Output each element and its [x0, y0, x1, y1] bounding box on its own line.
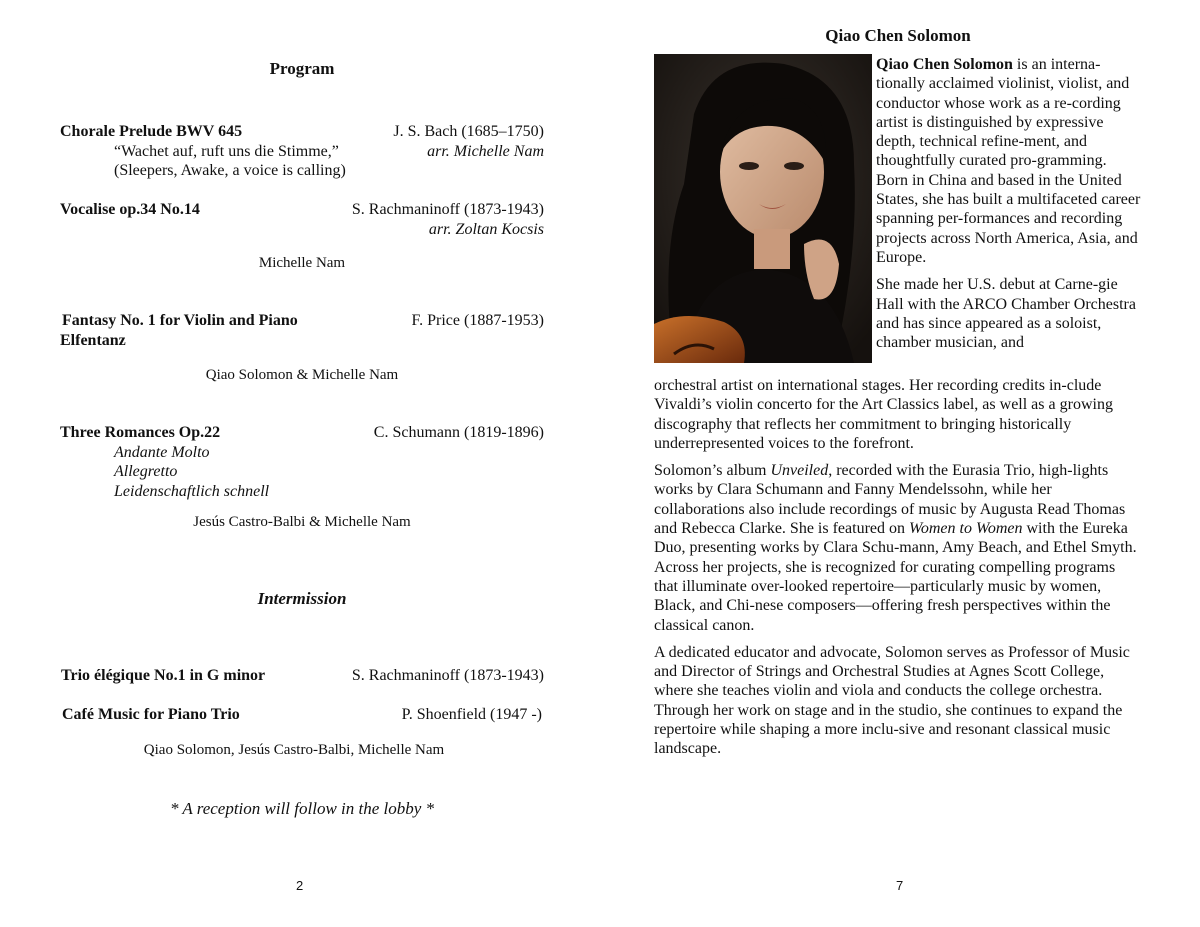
bio-paragraph-2-start: She made her U.S. debut at Carne-gie Hall with the ARCO Chamber Orchestra and has since appeared as a soloist, chamber musician, and: [876, 276, 1136, 352]
piece-composer: S. Rachmaninoff (1873-1943): [351, 201, 544, 218]
piece-title: Fantasy No. 1 for Violin and Piano: [62, 312, 298, 329]
piece-subtitle-translation: (Sleepers, Awake, a voice is calling): [114, 162, 346, 179]
bio-title: Qiao Chen Solomon: [825, 26, 971, 45]
program-title: Program: [269, 59, 335, 78]
bio-paragraphs-top: [876, 55, 1142, 360]
piece-vocalise: [60, 200, 544, 239]
piece-title: Vocalise op.34 No.14: [60, 201, 200, 218]
performers-romances: Jesús Castro-Balbi & Michelle Nam: [193, 514, 411, 530]
performers-fantasy: Qiao Solomon & Michelle Nam: [205, 367, 399, 383]
movement: Leidenschaftlich schnell: [114, 482, 270, 500]
violinist-portrait-icon: [654, 54, 872, 363]
bio-paragraph-3: [654, 461, 1142, 635]
piece-title: Chorale Prelude BWV 645: [60, 123, 243, 140]
piece-subtitle: “Wachet auf, ruft uns die Stimme,”: [114, 142, 339, 160]
piece-composer: P. Shoenfield (1947 -): [401, 706, 542, 723]
bio-text: , recorded with the Eurasia Trio, high-lights works by Clara Schumann and Fanny Mendelssohn, while her collaborations also include recordings of music by Augusta Read Thomas and Rebecca Clarke. She is featured on: [654, 462, 1126, 538]
reception-note: * A reception will follow in the lobby *: [169, 799, 435, 818]
piece-romances: [60, 423, 544, 501]
piece-trio: [61, 666, 544, 686]
page-number: 2: [296, 878, 304, 893]
piece-cafe-music: [62, 705, 542, 725]
piece-arranger: arr. Michelle Nam: [427, 142, 544, 160]
performers-vocalise: Michelle Nam: [258, 255, 346, 271]
piece-fantasy: [62, 311, 544, 350]
performers-cafe-music: Qiao Solomon, Jesús Castro-Balbi, Michelle Nam: [143, 742, 445, 758]
page-number: 7: [896, 878, 904, 893]
bio-paragraphs-body: [654, 376, 1142, 759]
piece-composer: F. Price (1887-1953): [411, 312, 544, 329]
bio-text: with the Eureka Duo, presenting works by Clara Schu-mann, Amy Beach, and Ethel Smyth. Across her projects, she is recognized for curating compelling programs that illuminate over-looked repertoire—particularly music by women, Black, and Chi-nese composers—offering fresh perspectives within the classical canon.: [654, 520, 1137, 634]
piece-composer: C. Schumann (1819-1896): [373, 424, 544, 441]
piece-title: Three Romances Op.22: [60, 424, 221, 441]
piece-title-2: Elfentanz: [60, 331, 126, 349]
bio-paragraph-4: A dedicated educator and advocate, Solomon serves as Professor of Music and Director of Strings and Orchestral Studies at Agnes Scott College, where she teaches violin and viola and conducts the college orchestra. Through her work on stage and in the studio, she continues to expand the repertoire while shaping a more inclu-sive and resonant classical music landscape.: [654, 643, 1130, 758]
bio-text: Solomon’s album: [654, 462, 771, 480]
intermission: Intermission: [257, 589, 347, 608]
piece-bach: [60, 122, 544, 181]
bio-text: is an interna-tionally acclaimed violinist, violist, and conductor whose work as a re-cording artist is distinguished by expressive depth, technical refine-ment, and thoughtfully curated pro-gramming. Born in China and based in the United States, she has built a multifaceted career spanning per-formances and recording projects across North America, Asia, and Europe.: [876, 56, 1141, 266]
movement: Allegretto: [114, 463, 178, 480]
bio-paragraph-1: [876, 55, 1142, 267]
bio-paragraph-2-end: orchestral artist on international stages. Her recording credits in-clude Vivaldi’s violin concerto for the Art Classics label, as well as a growing discography that reflects her commitment to bringing historically underrepresented voices to the forefront.: [654, 377, 1113, 452]
piece-composer: J. S. Bach (1685–1750): [393, 123, 544, 140]
bio-name: Qiao Chen Solomon: [876, 56, 1013, 73]
movement: Andante Molto: [114, 443, 210, 461]
portrait-photo: [654, 54, 872, 363]
piece-arranger: arr. Zoltan Kocsis: [428, 220, 544, 238]
piece-composer: S. Rachmaninoff (1873-1943): [351, 667, 544, 684]
album-title: Unveiled: [770, 462, 829, 480]
album-title: Women to Women: [909, 520, 1023, 538]
piece-title: Trio élégique No.1 in G minor: [61, 667, 266, 684]
piece-title: Café Music for Piano Trio: [62, 706, 240, 723]
